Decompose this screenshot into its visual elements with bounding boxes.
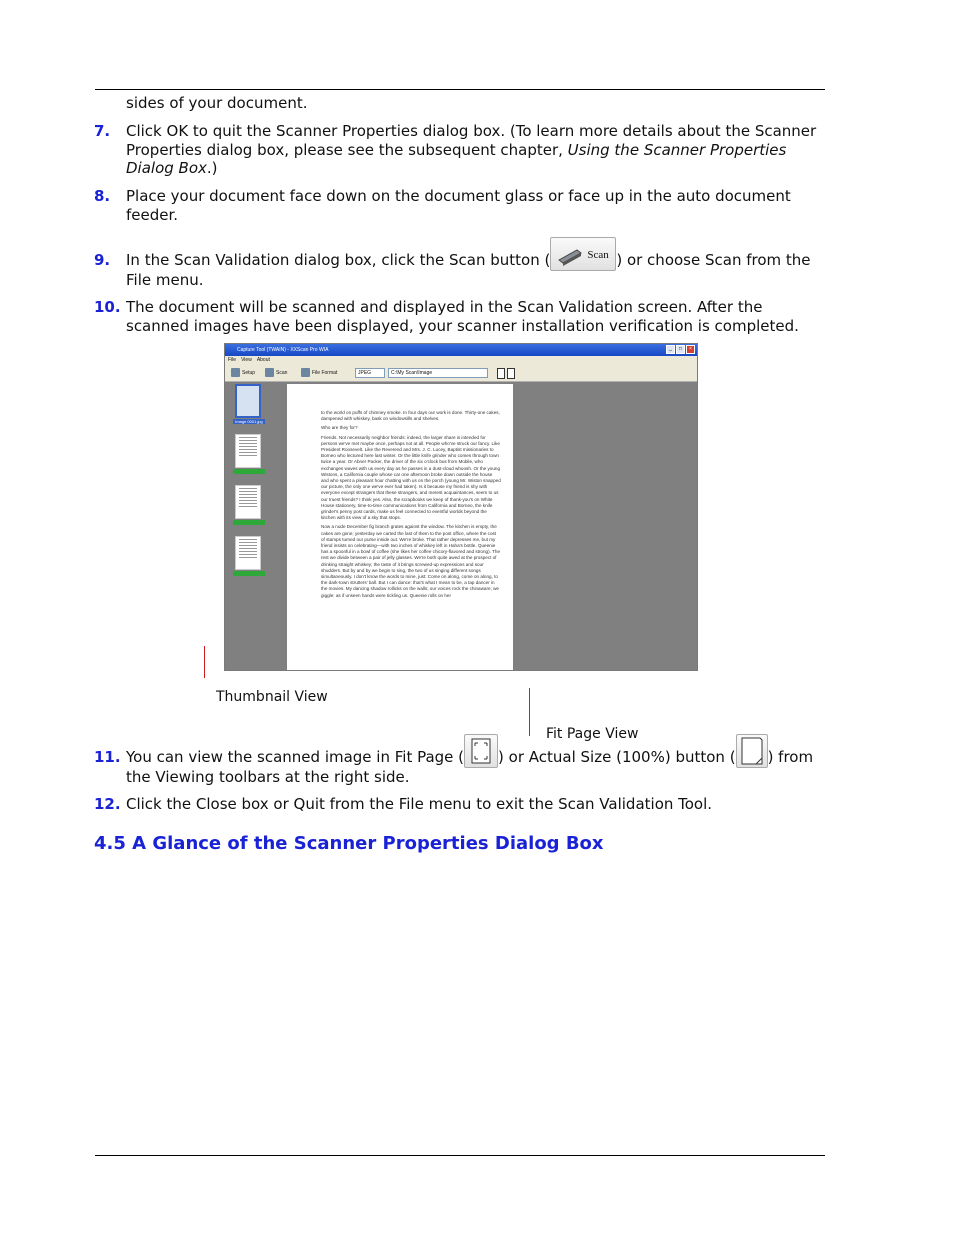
window-menubar (225, 356, 697, 364)
menu-about: About (256, 357, 270, 363)
scanner-small-icon (265, 368, 274, 377)
view-tools (497, 368, 515, 379)
path-field: C:\My Scan\Image (388, 368, 488, 378)
window-toolbar (225, 364, 697, 382)
scan-validation-screenshot (224, 343, 698, 671)
step-7-number: 7. (94, 122, 111, 140)
step-8-number: 8. (94, 187, 111, 205)
thumbnail-page (235, 485, 261, 519)
disk-icon (301, 368, 310, 377)
page-paragraph: Now a nude December fig branch grates against the window. The kitchen is empty, the cakes are gone; yesterday we carted the last of them to the post office, where the cost of stamps turned our purse inside out. We're broke. That rather depresses me, but my friend insists on celebrating—with two inches of whiskey left in Haha's bottle. Queenie has a spoonful in a bowl of coffee (she likes her coffee chicory-flavored and strong). The rest we divide between a pair of jelly glasses. We're both quite awed at the prospect of drinking straight whiskey; the taste of it brings screwed-up expressions and sour shudders. But by and by we begin to sing, the two of us singing different songs simultaneously. I don't know the words to mine, just: Come on along, come on along, to the dark-town strutters' ball. But I can dance: that's what I mean to be, a tap dancer in the movies. My dancing shadow rollicks on the walls; our voices rock the chinaware; we giggle: as if unseen hands were tickling us. Queenie rolls on her (321, 524, 501, 598)
scan-button-image (550, 237, 616, 271)
step-7-text: Click OK to quit the Scanner Properties dialog box. (To learn more details about the Scanner Properties dialog box, please see the subsequent chapter, Using the Scanner Properties Dialog Box.) (126, 122, 817, 177)
page-paragraph: to the world on puffs of chimney smoke. In four days our work is done. Thirty-one cakes, dampened with whiskey, bask on windowsills and shelves. (321, 410, 500, 422)
thumbnail-caption (233, 469, 265, 474)
bottom-rule (95, 1155, 825, 1156)
thumbnail-caption (233, 571, 265, 576)
thumbnail-selected (235, 384, 261, 418)
thumbnail-marker (204, 646, 205, 678)
thumbnail-page (235, 536, 261, 570)
thumbnail-panel (225, 382, 273, 670)
step-8-text: Place your document face down on the document glass or face up in the auto document feeder. (126, 187, 791, 224)
actual-size-small-icon (507, 368, 515, 379)
thumbnail-view-caption: Thumbnail View (216, 689, 328, 705)
file-format-tool: File Format (301, 368, 337, 377)
step-11-number: 11. (94, 748, 121, 766)
section-heading: 4.5 A Glance of the Scanner Properties Dialog Box (94, 833, 604, 854)
step-9-number: 9. (94, 251, 111, 269)
step-12-number: 12. (94, 795, 121, 813)
step-9-text: In the Scan Validation dialog box, click the Scan button ( Scan ) or choose Scan from the File menu. (126, 251, 826, 290)
page-paragraph: Friends. Not necessarily neighbor friends: indeed, the larger share is intended for persons we've met maybe once, perhaps not at all. People who've struck our fancy. Like President Roosevelt. Like the Reverend and Mrs. J. C. Lucey, Baptist missionaries to Borneo who lectured here last winter. Or the little knife grinder who comes through town twice a year. Or Abner Packer, the driver of the six o'clock bus from Mobile, who exchanges waves with us every day as he passes in a dust-cloud whoosh. Or the young Wistons, a California couple whose car one afternoon broke down outside the house and who spent a pleasant hour chatting with us on the porch (young Mr. Wiston snapped our picture, the only one we've ever had taken). Is it because my friend is shy with everyone except strangers that these strangers, and merest acquaintances, seem to us our truest friends? I think yes. Also, the scrapbooks we keep of thank-you's on White House stationery, time-to-time communications from California and Borneo, the knife grinder's penny post cards, make us feel connected to eventful worlds beyond the kitchen with its view of a sky that stops. (321, 434, 501, 521)
window-controls (666, 345, 695, 354)
menu-view: View (241, 357, 252, 363)
step-12-text: Click the Close box or Quit from the File menu to exit the Scan Validation Tool. (126, 795, 713, 813)
scanned-page-view (287, 384, 513, 671)
scan-tool: Scan (265, 368, 287, 377)
format-select: JPEG (355, 368, 385, 378)
chapter-reference: Using the Scanner Properties Dialog Box (126, 140, 787, 177)
window-title: Capture Tool (TWAIN) - XXScan Pro WIA (237, 347, 329, 353)
step-11-text: You can view the scanned image in Fit Page ( ) or Actual Size (100%) button ( ) from the Viewing toolbars at the right side. (126, 748, 826, 787)
top-rule (95, 89, 825, 90)
setup-icon (231, 368, 240, 377)
scan-button-label: Scan (587, 249, 609, 261)
page-paragraph: Who are they for? (321, 425, 358, 431)
menu-file: File (228, 357, 237, 363)
window-titlebar (225, 344, 697, 356)
fit-page-button-image (464, 734, 498, 768)
step-10-text: The document will be scanned and displayed in the Scan Validation screen. After the scanned images have been displayed, your scanner installation verification is completed. (126, 298, 799, 335)
thumbnail-page (235, 434, 261, 468)
fit-page-icon (464, 734, 498, 768)
setup-tool: Setup (231, 368, 255, 377)
step-10-number: 10. (94, 298, 121, 316)
fit-page-marker (529, 688, 530, 736)
maximize-icon: □ (676, 345, 685, 354)
fit-page-small-icon (497, 368, 505, 379)
thumbnail-label: Image 0001.jpg (233, 419, 265, 424)
scanner-icon (557, 246, 583, 266)
continued-text: sides of your document. (126, 94, 308, 112)
actual-size-icon (736, 734, 768, 768)
fit-page-view-caption: Fit Page View (546, 726, 639, 742)
actual-size-button-image (736, 734, 768, 768)
thumbnail-caption (233, 520, 265, 525)
close-icon: × (686, 345, 695, 354)
minimize-icon: _ (666, 345, 675, 354)
